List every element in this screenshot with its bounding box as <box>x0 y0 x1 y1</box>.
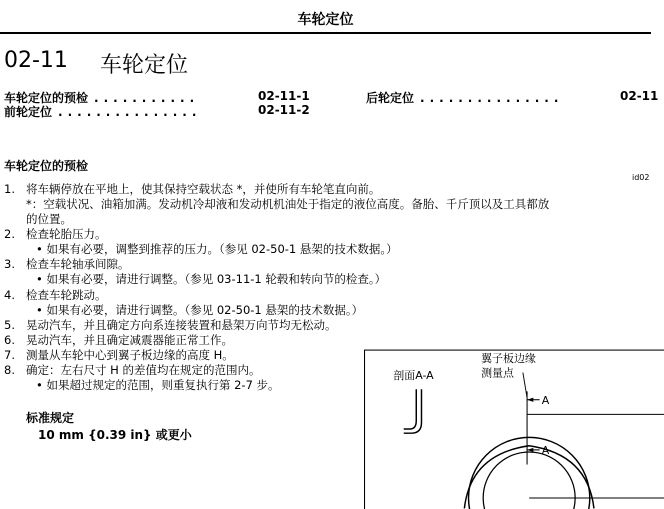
step-text: 测量从车轮中心到翼子板边缘的高度 H。 <box>26 348 234 362</box>
step-3 <box>4 256 130 272</box>
wheel-height-figure <box>364 349 664 509</box>
label-measure-point: 测量点 <box>481 366 514 380</box>
toc-leader: ............... <box>420 91 564 105</box>
toc-entry-front[interactable] <box>4 103 201 120</box>
step-text: 检查轮胎压力。 <box>26 227 107 241</box>
toc-page-rear: 02-11 <box>620 89 659 103</box>
step-text: 将车辆停放在平地上，使其保持空载状态 *，并使所有车轮笔直向前。 <box>26 182 381 196</box>
toc-label: 车轮定位的预检 <box>4 91 89 105</box>
leader-line <box>523 373 527 398</box>
step-text: 检查车轮轴承间隙。 <box>26 257 130 271</box>
running-header: 车轮定位 <box>297 12 354 28</box>
chapter-number: 02-11 <box>4 48 68 73</box>
spec-value: 10 mm {0.39 in} 或更小 <box>38 428 192 442</box>
tire-inner <box>483 452 575 509</box>
bullet-text: 如果有必要，调整到推荐的压力。（参见 02-50-1 悬架的技术数据。） <box>46 242 398 256</box>
section-heading: 车轮定位的预检 <box>4 159 89 173</box>
step-note-cont: 的位置。 <box>26 212 72 226</box>
step-number: 6. <box>4 333 15 347</box>
step-number: 2. <box>4 227 15 241</box>
chapter-title: 车轮定位 <box>100 53 189 78</box>
step-5 <box>4 317 337 333</box>
step-1 <box>4 181 380 197</box>
step-number: 8. <box>4 363 15 377</box>
step-number: 5. <box>4 318 15 332</box>
bullet-text: 如果超过规定的范围，则重复执行第 2-7 步。 <box>46 378 280 392</box>
toc-page-precheck: 02-11-1 <box>258 89 310 103</box>
label-a-top: A <box>541 393 550 407</box>
spec-heading: 标准规定 <box>26 411 75 425</box>
toc-leader: ............... <box>58 105 202 119</box>
toc-page-front: 02-11-2 <box>258 103 310 117</box>
document-id: id02 <box>632 173 650 182</box>
step-bullet: • 如果有必要，请进行调整。（参见 03-11-1 轮毂和转向节的检查。） <box>36 272 387 286</box>
step-number: 3. <box>4 257 15 271</box>
bullet-text: 如果有必要，请进行调整。（参见 02-50-1 悬架的技术数据。） <box>46 303 364 317</box>
toc-entry-rear[interactable] <box>366 89 563 106</box>
toc-label: 前轮定位 <box>4 105 53 119</box>
toc-label: 后轮定位 <box>366 91 415 105</box>
step-bullet: • 如果有必要，调整到推荐的压力。（参见 02-50-1 悬架的技术数据。） <box>36 242 398 256</box>
step-6 <box>4 332 233 348</box>
step-text: 晃动汽车，并且确定减震器能正常工作。 <box>26 333 233 347</box>
step-text: 确定：左右尺寸 H 的差值均在规定的范围内。 <box>26 363 261 377</box>
step-8 <box>4 362 260 378</box>
label-fender-edge: 翼子板边缘 <box>481 352 536 366</box>
toc-leader: ........... <box>94 91 200 105</box>
step-7 <box>4 347 234 363</box>
step-text: 检查车轮跳动。 <box>26 288 107 302</box>
step-number: 4. <box>4 288 15 302</box>
label-a-bottom: A <box>541 444 550 458</box>
step-bullet: • 如果超过规定的范围，则重复执行第 2-7 步。 <box>36 378 280 392</box>
bullet-text: 如果有必要，请进行调整。（参见 03-11-1 轮毂和转向节的检查。） <box>46 272 387 286</box>
step-bullet: • 如果有必要，请进行调整。（参见 02-50-1 悬架的技术数据。） <box>36 303 364 317</box>
step-note: *：空载状况、油箱加满。发动机冷却液和发动机机油处于指定的液位高度。备胎、千斤顶以及工具都放 <box>26 197 550 211</box>
section-profile <box>404 389 417 429</box>
step-number: 7. <box>4 348 15 362</box>
step-2 <box>4 226 107 242</box>
label-section-aa: 剖面A-A <box>393 368 434 382</box>
step-number: 1. <box>4 182 15 196</box>
step-4 <box>4 287 107 303</box>
step-text: 晃动汽车，并且确定方向系连接装置和悬架万向节均无松动。 <box>26 318 337 332</box>
header-rule <box>0 32 651 34</box>
